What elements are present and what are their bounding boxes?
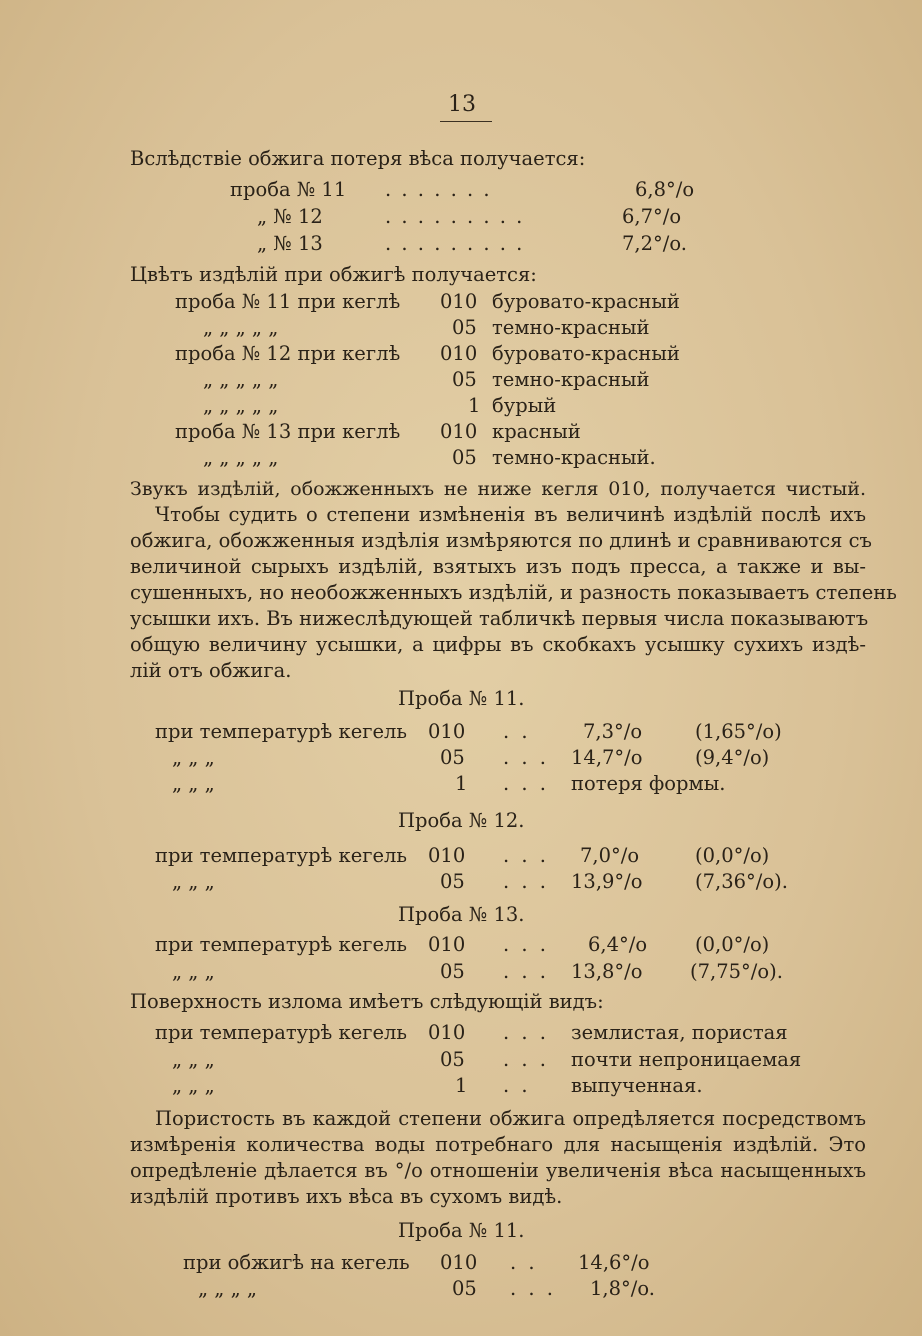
color-row-result: темно-красный xyxy=(492,316,650,339)
table-row-dots: . . . xyxy=(503,746,549,769)
fracture-row-label: при температурѣ кегель xyxy=(155,1021,408,1044)
porosity-row-dots: . . . xyxy=(510,1277,556,1300)
fracture-row-label: „ „ „ xyxy=(172,1048,215,1071)
table-row-value: 7,0°/o xyxy=(580,844,640,867)
table-row-cone: 010 xyxy=(428,844,466,867)
color-row-result: бурый xyxy=(492,394,557,417)
table-row-value: потеря формы. xyxy=(571,772,726,795)
table-row-paren: (7,75°/o). xyxy=(690,960,783,983)
table-row-cone: 010 xyxy=(428,720,466,743)
table-row-dots: . . . xyxy=(503,870,549,893)
color-row-result: темно-красный. xyxy=(492,446,656,469)
color-row-cone: 010 xyxy=(440,342,478,365)
shrink-para-line: обжига, обожженныя издѣлія измѣряются по длинѣ и сравниваются съ xyxy=(130,529,872,552)
color-row-cone: 010 xyxy=(440,420,478,443)
porosity-row-cone: 05 xyxy=(452,1277,477,1300)
color-row-label: проба № 13 при кеглѣ xyxy=(175,420,401,443)
shrink-para-line: сушенныхъ, но необожженныхъ издѣлій, и разность показываетъ степень xyxy=(130,581,897,604)
shrink-para-line: лій отъ обжига. xyxy=(130,659,292,682)
table-row-value: 7,3°/o xyxy=(583,720,643,743)
loss-row-value: 6,7°/o xyxy=(622,205,682,228)
shrink-para-line: усышки ихъ. Въ нижеслѣдующей табличкѣ первыя числа показываютъ xyxy=(130,607,869,630)
fracture-heading: Поверхность излома имѣетъ слѣдующій видъ: xyxy=(130,990,604,1013)
color-row-label: „ „ „ „ „ xyxy=(203,394,279,417)
table-row-value: 13,9°/o xyxy=(571,870,643,893)
color-row-result: темно-красный xyxy=(492,368,650,391)
porosity-row-value: 14,6°/o xyxy=(578,1251,650,1274)
table-row-value: 13,8°/o xyxy=(571,960,643,983)
table-row-label: „ „ „ xyxy=(172,772,215,795)
table-row-label: при температурѣ кегель xyxy=(155,720,408,743)
color-row-cone: 05 xyxy=(452,368,477,391)
table-row-cone: 05 xyxy=(440,870,465,893)
porosity-para-line: опредѣленіе дѣлается въ °/o отношеніи увеличенія вѣса насыщенныхъ xyxy=(130,1159,866,1182)
fracture-row-value: выпученная. xyxy=(571,1074,703,1097)
fracture-row-label: „ „ „ xyxy=(172,1074,215,1097)
fracture-row-cone: 1 xyxy=(455,1074,468,1097)
table-row-paren: (1,65°/o) xyxy=(695,720,782,743)
table-row-dots: . . . xyxy=(503,933,549,956)
color-row-label: проба № 12 при кеглѣ xyxy=(175,342,401,365)
table-row-label: „ „ „ xyxy=(172,870,215,893)
color-row-result: буровато-красный xyxy=(492,290,680,313)
loss-row-dots: . . . . . . . xyxy=(385,178,492,201)
table-row-paren: (0,0°/o) xyxy=(695,844,770,867)
sound-line: Звукъ издѣлій, обожженныхъ не ниже кегля 010, получается чистый. xyxy=(130,478,866,500)
table-row-dots: . . . xyxy=(503,844,549,867)
shrink-para-line: общую величину усышки, а цифры въ скобкахъ усышку сухихъ издѣ- xyxy=(130,633,866,656)
page-number-rule xyxy=(440,121,492,122)
table-title: Проба № 12. xyxy=(398,809,525,832)
porosity-row-dots: . . xyxy=(510,1251,538,1274)
fracture-row-cone: 05 xyxy=(440,1048,465,1071)
color-row-label: „ „ „ „ „ xyxy=(203,368,279,391)
color-row-result: красный xyxy=(492,420,581,443)
table-row-paren: (0,0°/o) xyxy=(695,933,770,956)
page-number: 13 xyxy=(448,92,476,117)
table-row-value: 6,4°/o xyxy=(588,933,648,956)
loss-row-dots: . . . . . . . . . xyxy=(385,205,525,228)
color-row-cone: 1 xyxy=(468,394,481,417)
table-row-label: при температурѣ кегель xyxy=(155,844,408,867)
fracture-row-cone: 010 xyxy=(428,1021,466,1044)
fracture-row-value: землистая, пористая xyxy=(571,1021,788,1044)
table-row-cone: 010 xyxy=(428,933,466,956)
porosity-row-cone: 010 xyxy=(440,1251,478,1274)
color-row-result: буровато-красный xyxy=(492,342,680,365)
shrink-para-line: величиной сырыхъ издѣлій, взятыхъ изъ подъ пресса, а также и вы- xyxy=(130,555,866,578)
fracture-row-dots: . . . xyxy=(503,1048,549,1071)
table-row-paren: (7,36°/o). xyxy=(695,870,788,893)
porosity-para-line: издѣлій противъ ихъ вѣса въ сухомъ видѣ. xyxy=(130,1185,563,1208)
table-row-paren: (9,4°/o) xyxy=(695,746,770,769)
table-row-cone: 1 xyxy=(455,772,468,795)
table-row-dots: . . . xyxy=(503,772,549,795)
loss-heading: Вслѣдствіе обжига потеря вѣса получается: xyxy=(130,147,586,170)
fracture-row-dots: . . . xyxy=(503,1021,549,1044)
loss-row-value: 7,2°/o. xyxy=(622,232,687,255)
porosity-row-label: при обжигѣ на кегель xyxy=(183,1251,410,1274)
color-row-cone: 05 xyxy=(452,316,477,339)
table-title: Проба № 11. xyxy=(398,1219,525,1242)
table-row-label: „ „ „ xyxy=(172,960,215,983)
loss-row-label: „ № 13 xyxy=(257,232,323,255)
table-title: Проба № 13. xyxy=(398,903,525,926)
loss-row-value: 6,8°/o xyxy=(635,178,695,201)
color-row-label: проба № 11 при кеглѣ xyxy=(175,290,401,313)
table-row-cone: 05 xyxy=(440,746,465,769)
loss-row-label: „ № 12 xyxy=(257,205,323,228)
fracture-row-value: почти непроницаемая xyxy=(571,1048,802,1071)
porosity-row-label: „ „ „ „ xyxy=(198,1277,258,1300)
porosity-para-line: Пористость въ каждой степени обжига опредѣляется посредствомъ xyxy=(155,1107,866,1130)
table-row-label: „ „ „ xyxy=(172,746,215,769)
table-row-label: при температурѣ кегель xyxy=(155,933,408,956)
color-row-cone: 010 xyxy=(440,290,478,313)
color-row-label: „ „ „ „ „ xyxy=(203,446,279,469)
table-row-cone: 05 xyxy=(440,960,465,983)
table-title: Проба № 11. xyxy=(398,687,525,710)
table-row-value: 14,7°/o xyxy=(571,746,643,769)
shrink-para-line: Чтобы судить о степени измѣненія въ величинѣ издѣлій послѣ ихъ xyxy=(155,503,866,526)
table-row-dots: . . xyxy=(503,720,531,743)
loss-row-label: проба № 11 xyxy=(230,178,347,201)
color-heading: Цвѣтъ издѣлій при обжигѣ получается: xyxy=(130,263,537,286)
loss-row-dots: . . . . . . . . . xyxy=(385,232,525,255)
table-row-dots: . . . xyxy=(503,960,549,983)
color-row-label: „ „ „ „ „ xyxy=(203,316,279,339)
color-row-cone: 05 xyxy=(452,446,477,469)
porosity-para-line: измѣренія количества воды потребнаго для насыщенія издѣлій. Это xyxy=(130,1133,866,1156)
porosity-row-value: 1,8°/o. xyxy=(590,1277,655,1300)
fracture-row-dots: . . xyxy=(503,1074,531,1097)
